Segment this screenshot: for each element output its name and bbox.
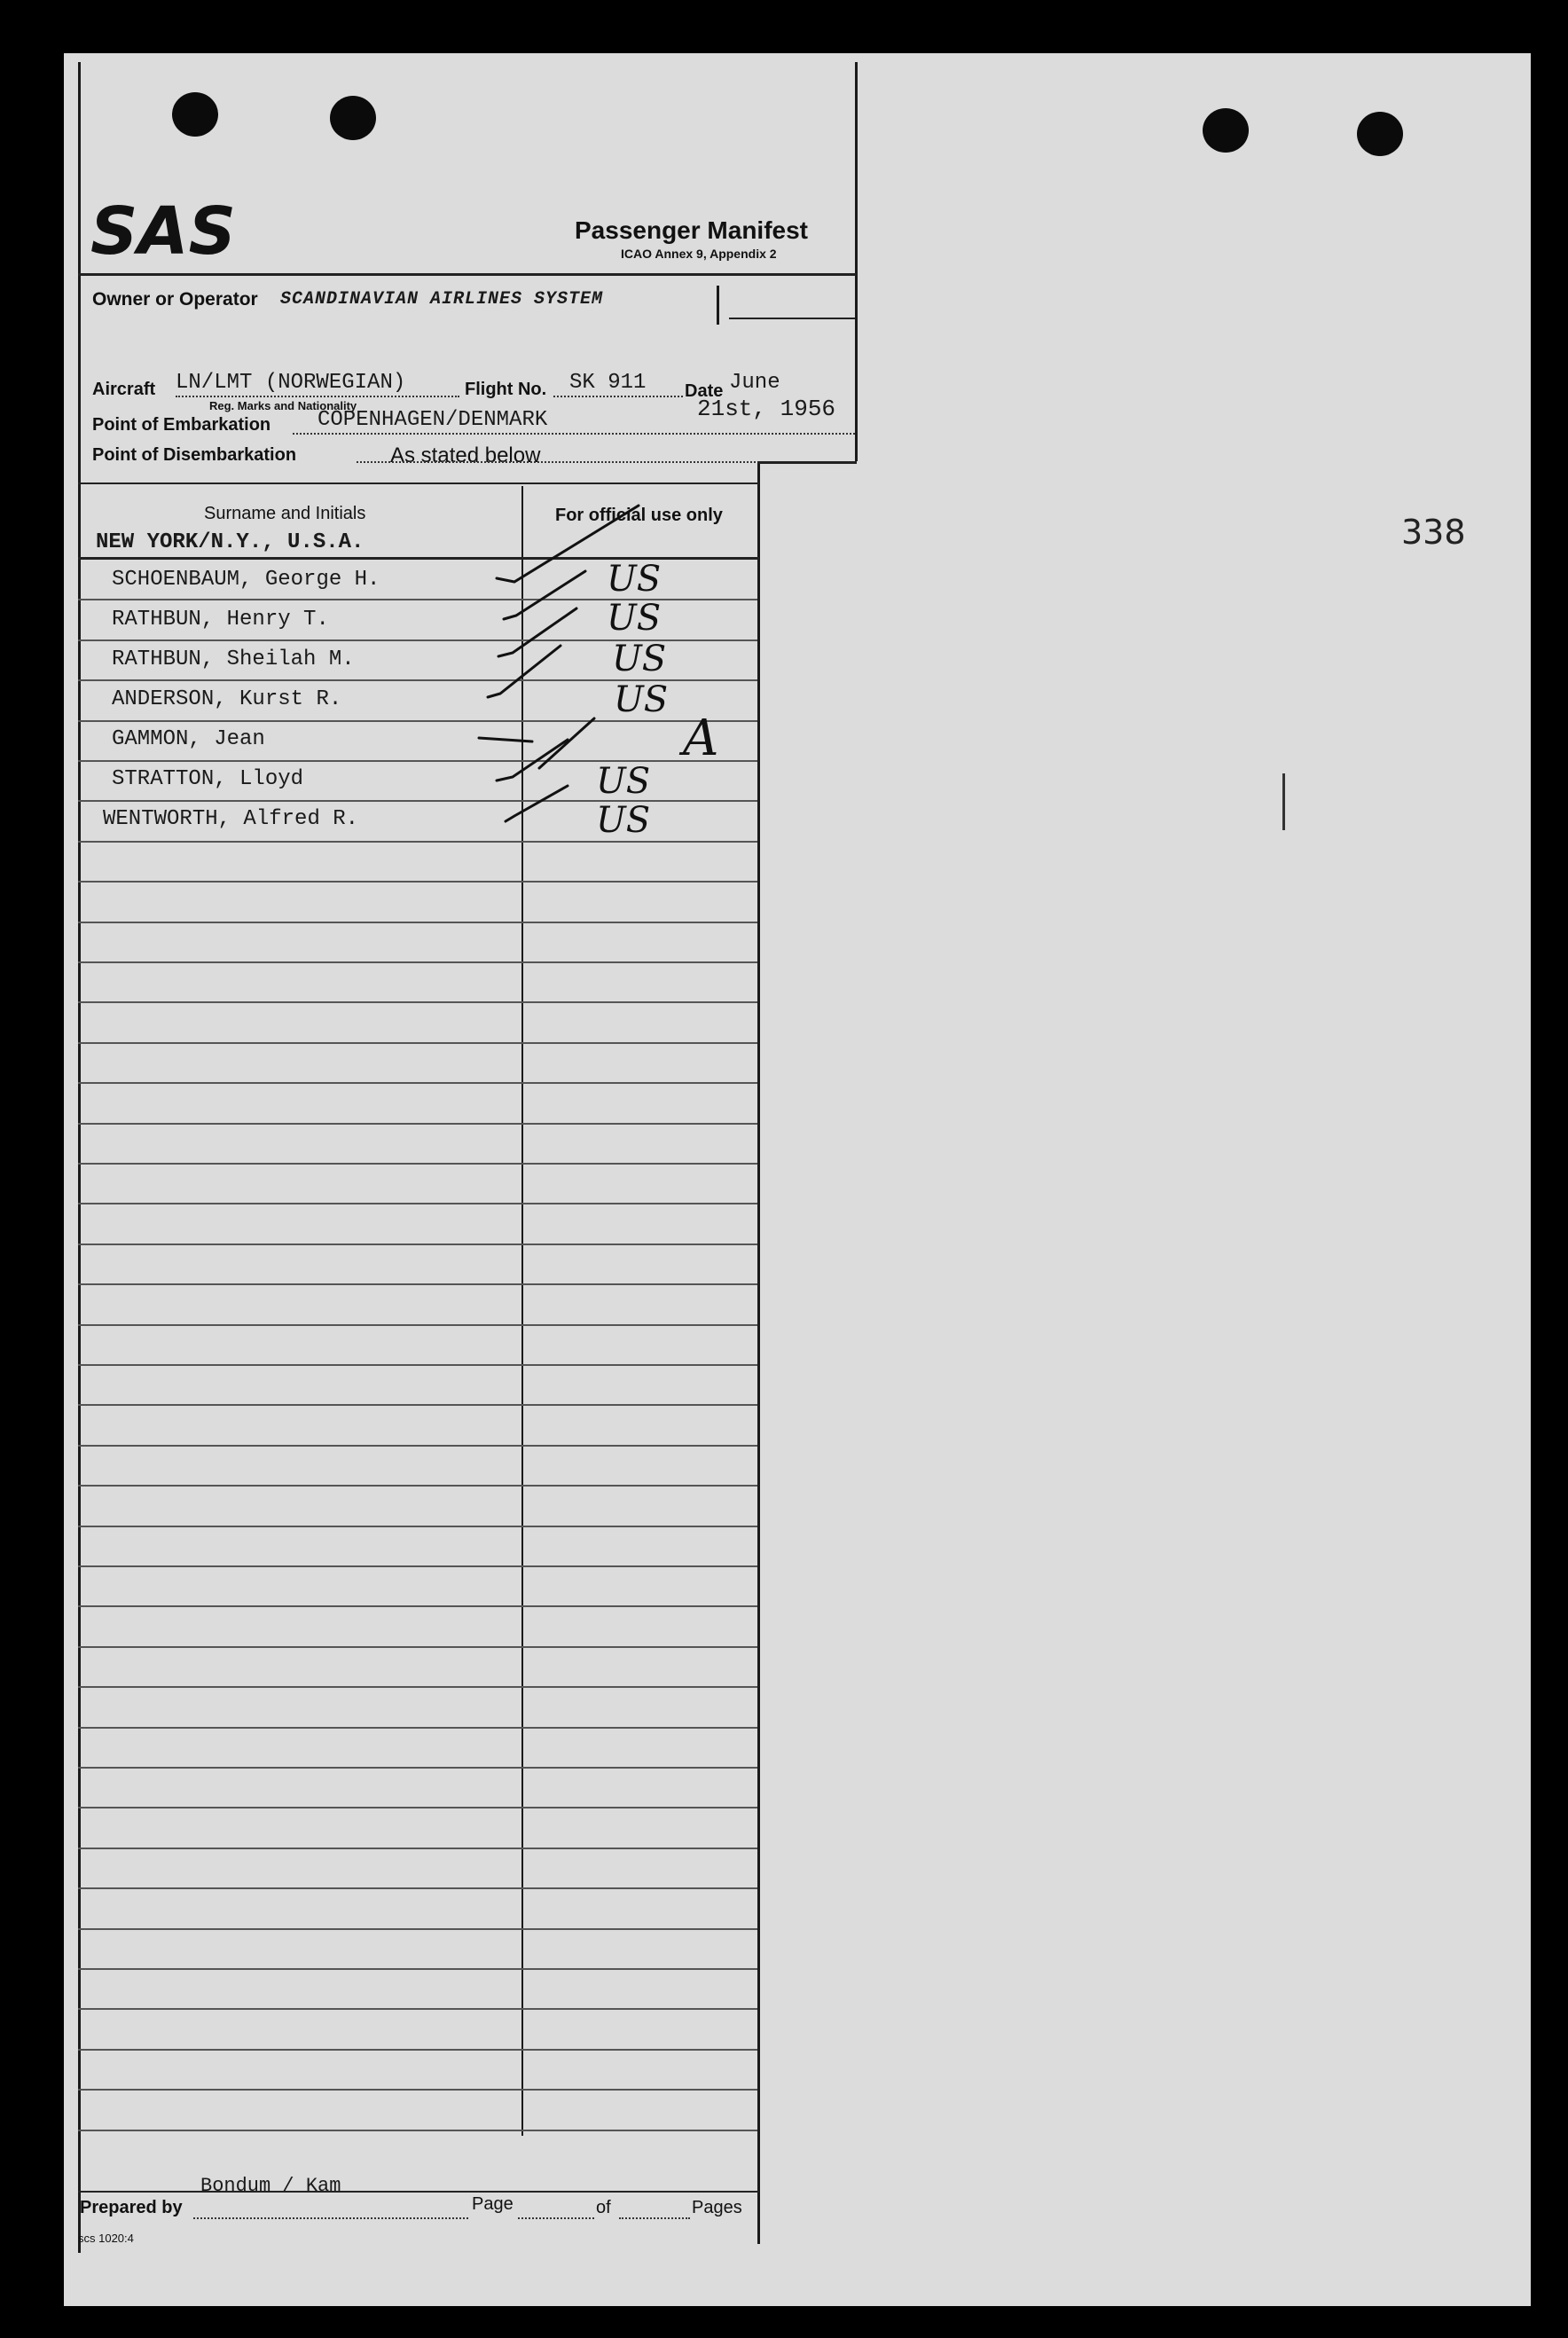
official-mark: US: [614, 679, 669, 720]
table-row-rule: [78, 922, 757, 923]
table-row-rule: [78, 1887, 757, 1889]
form-subtitle: ICAO Annex 9, Appendix 2: [621, 247, 777, 261]
table-row-rule: [78, 1203, 757, 1204]
table-row-rule: [78, 1324, 757, 1326]
of-label: of: [596, 2198, 611, 2217]
punch-hole: [172, 92, 218, 137]
page-label: Page: [472, 2194, 514, 2214]
table-row-rule: [78, 1807, 757, 1808]
table-row-rule: [78, 1404, 757, 1406]
table-row-rule: [78, 1042, 757, 1044]
page-stamp: 338: [1401, 513, 1466, 552]
stray-mark: [1282, 773, 1285, 830]
official-mark: US: [612, 639, 667, 679]
table-row-rule: [78, 1445, 757, 1447]
passenger-name: RATHBUN, Sheilah M.: [112, 647, 355, 671]
table-row-rule: [78, 1163, 757, 1165]
table-row-rule: [78, 1605, 757, 1607]
prepared-by-value: Bondum / Kam: [200, 2175, 341, 2197]
destination-heading: NEW YORK/N.Y., U.S.A.: [96, 530, 365, 554]
table-row-rule: [78, 2049, 757, 2051]
embarkation-value: COPENHAGEN/DENMARK: [318, 408, 548, 432]
table-row-rule: [78, 1686, 757, 1688]
owner-value: SCANDINAVIAN AIRLINES SYSTEM: [280, 289, 604, 310]
embarkation-label: Point of Embarkation: [92, 415, 271, 435]
official-mark: US: [596, 800, 651, 841]
form-code: scs 1020:4: [78, 2232, 134, 2245]
check-marks: [461, 497, 692, 834]
table-row-rule: [78, 2130, 757, 2131]
punch-hole: [1357, 112, 1403, 156]
official-mark: US: [607, 598, 662, 639]
svg-text:SAS: SAS: [90, 197, 236, 264]
prepared-by-label: Prepared by: [80, 2198, 183, 2217]
table-row-rule: [78, 1968, 757, 1970]
date-value-day: 21st, 1956: [697, 396, 836, 422]
aircraft-value: LN/LMT (NORWEGIAN): [176, 371, 406, 395]
passenger-name: WENTWORTH, Alfred R.: [103, 807, 359, 831]
table-row-rule: [78, 1727, 757, 1729]
table-row-rule: [78, 1364, 757, 1366]
table-row-rule: [78, 1244, 757, 1245]
passenger-name: SCHOENBAUM, George H.: [112, 568, 380, 592]
table-row-rule: [78, 841, 757, 843]
passenger-name: STRATTON, Lloyd: [112, 767, 304, 791]
table-row-rule: [78, 1283, 757, 1285]
table-row-rule: [78, 1848, 757, 1849]
disembarkation-label: Point of Disembarkation: [92, 445, 297, 465]
date-label: Date: [685, 381, 724, 401]
passenger-name: ANDERSON, Kurst R.: [112, 687, 342, 711]
sas-logo: [90, 197, 268, 269]
pages-label: Pages: [692, 2198, 742, 2217]
table-row-rule: [78, 1485, 757, 1487]
table-row-rule: [78, 1767, 757, 1769]
official-mark: US: [596, 761, 651, 802]
disembarkation-value: As stated below: [390, 443, 541, 467]
passenger-name: GAMMON, Jean: [112, 727, 265, 751]
table-row-rule: [78, 1082, 757, 1084]
table-row-rule: [78, 1526, 757, 1527]
table-row-rule: [78, 1928, 757, 1930]
table-row-rule: [78, 881, 757, 883]
passenger-name: RATHBUN, Henry T.: [112, 608, 329, 632]
table-row-rule: [78, 1001, 757, 1003]
official-mark: A: [683, 710, 719, 767]
form-title: Passenger Manifest: [575, 216, 808, 244]
table-row-rule: [78, 2089, 757, 2091]
table-row-rule: [78, 961, 757, 963]
flight-label: Flight No.: [465, 380, 547, 399]
punch-hole: [1203, 108, 1249, 153]
col-header-surname: Surname and Initials: [204, 504, 366, 523]
punch-hole: [330, 96, 376, 140]
flight-value: SK 911: [569, 371, 647, 395]
table-row-rule: [78, 1123, 757, 1125]
date-value-month: June: [729, 371, 780, 395]
aircraft-sublabel: Reg. Marks and Nationality: [209, 399, 357, 412]
official-mark: US: [607, 559, 662, 600]
aircraft-label: Aircraft: [92, 380, 156, 399]
table-row-rule: [78, 1646, 757, 1648]
col-header-official: For official use only: [555, 506, 723, 525]
table-row-rule: [78, 1565, 757, 1567]
table-row-rule: [78, 2008, 757, 2010]
owner-label: Owner or Operator: [92, 289, 258, 310]
